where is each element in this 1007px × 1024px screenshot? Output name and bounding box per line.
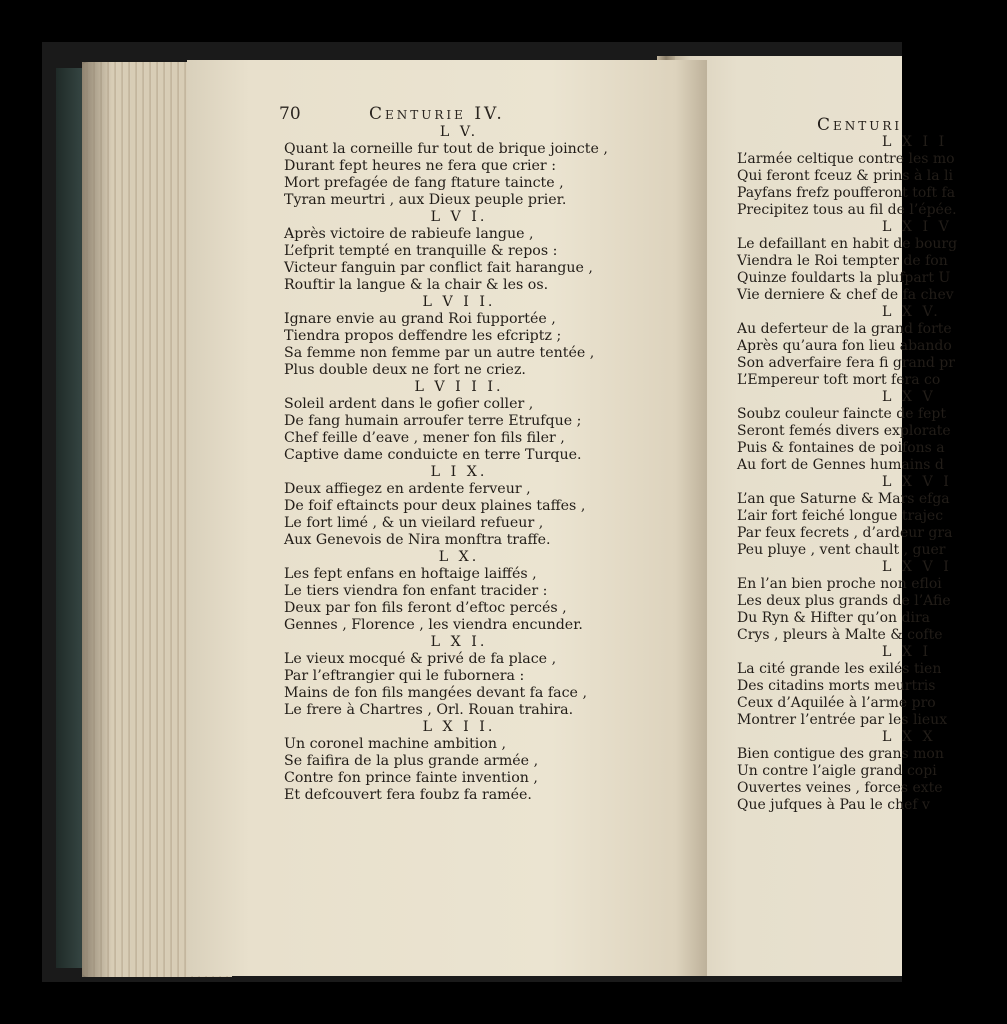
verse-line: Par feux fecrets , d’ardeur gra <box>737 525 953 541</box>
book-photo-frame <box>42 42 958 982</box>
verse-line: Au fort de Gennes humains d <box>737 457 944 473</box>
quatrain-heading: L X I I. <box>422 719 496 735</box>
verse-line: Deux par fon fils feront d’eftoc percés , <box>284 600 567 616</box>
verse-line: Soubz couleur faincte de fept <box>737 406 947 422</box>
verse-line: Le tiers viendra fon enfant tracider : <box>284 583 548 599</box>
verse-line: Montrer l’entrée par les lieux <box>737 712 948 728</box>
verse-line: Quant la corneille fur tout de brique joincte , <box>284 141 608 157</box>
verse-line: Ouvertes veines , forces exte <box>737 780 943 796</box>
verse-line: Ceux d’Aquilée à l’arme pro <box>737 695 936 711</box>
quatrain-heading: L V I I. <box>422 294 496 310</box>
verse-line: Le vieux mocqué & privé de fa place , <box>284 651 557 667</box>
verse-line: En l’an bien proche non efloi <box>737 576 942 592</box>
running-title: Centurie IV. <box>369 104 505 124</box>
verse-line: Crys , pleurs à Malte & cofte <box>737 627 943 643</box>
verse-line: Mains de fon fils mangées devant fa face , <box>284 685 587 701</box>
quatrain <box>737 304 997 389</box>
verse-line: Se faifira de la plus grande armée , <box>284 753 539 769</box>
verse-line: Viendra le Roi tempter de fon <box>737 253 948 269</box>
quatrain <box>737 559 997 644</box>
quatrain-heading: L V I I I. <box>414 379 504 395</box>
quatrain <box>284 464 704 549</box>
quatrain-heading: L X I <box>882 644 932 660</box>
verse-line: Après victoire de rabieufe langue , <box>284 226 534 242</box>
quatrain <box>737 134 997 219</box>
verse-line: Les fept enfans en hoftaige laiffés , <box>284 566 537 582</box>
verse-line: Par l’eftrangier qui le fubornera : <box>284 668 525 684</box>
verse-line: Soleil ardent dans le gofier coller , <box>284 396 534 412</box>
verse-line: L’air fort feiché longue trajec <box>737 508 944 524</box>
quatrain-heading: L I X. <box>430 464 488 480</box>
verse-line: Son adverfaire fera fi grand pr <box>737 355 955 371</box>
quatrain <box>284 379 704 464</box>
verse-line: Plus double deux ne fort ne criez. <box>284 362 526 378</box>
verse-line: Seront femés divers explorate <box>737 423 951 439</box>
quatrain-heading: L X V I <box>882 474 952 490</box>
quatrain <box>284 719 704 804</box>
quatrain <box>737 729 997 814</box>
verse-line: Precipitez tous au fil de l’épée. <box>737 202 957 218</box>
quatrain <box>284 549 704 634</box>
verse-line: Gennes , Florence , les viendra encunder. <box>284 617 583 633</box>
left-page <box>187 60 707 976</box>
verse-line: Qui feront fceuz & prins à la li <box>737 168 953 184</box>
verse-line: Après qu’aura fon lieu abando <box>737 338 952 354</box>
verse-line: Les deux plus grands de l’Afie <box>737 593 951 609</box>
verse-line: Bien contigue des grans mon <box>737 746 944 762</box>
verse-line: L’an que Saturne & Mars efga <box>737 491 950 507</box>
verse-line: Le defaillant en habit de bourg <box>737 236 958 252</box>
verse-line: Aux Genevois de Nira monftra traffe. <box>284 532 551 548</box>
verse-line: Vie derniere & chef de fa chev <box>737 287 954 303</box>
verse-line: L’armée celtique contre les mo <box>737 151 955 167</box>
verse-line: Le fort limé , & un vieilard refueur , <box>284 515 544 531</box>
quatrain <box>737 644 997 729</box>
quatrain-heading: L V I. <box>430 209 488 225</box>
right-quatrains <box>737 134 997 814</box>
quatrain <box>737 389 997 474</box>
quatrain-heading: L X I I <box>882 134 948 150</box>
verse-line: Mort prefagée de fang ftature taincte , <box>284 175 564 191</box>
verse-line: Du Ryn & Hifter qu’on dira <box>737 610 930 626</box>
verse-line: Des citadins morts meurtris <box>737 678 936 694</box>
quatrain <box>284 294 704 379</box>
quatrain-heading: L X I V <box>882 219 952 235</box>
quatrain <box>284 124 704 209</box>
verse-line: Tyran meurtri , aux Dieux peuple prier. <box>284 192 567 208</box>
verse-line: Et defcouvert fera foubz fa ramée. <box>284 787 532 803</box>
verse-line: La cité grande les exilés tien <box>737 661 942 677</box>
verse-line: Peu pluye , vent chault , guer <box>737 542 946 558</box>
quatrain-heading: L X I. <box>430 634 488 650</box>
verse-line: Durant fept heures ne fera que crier : <box>284 158 556 174</box>
verse-line: L’efprit tempté en tranquille & repos : <box>284 243 558 259</box>
right-page-text <box>737 100 997 814</box>
quatrain-heading: L X. <box>438 549 480 565</box>
quatrain <box>284 634 704 719</box>
verse-line: Payfans frefz poufferont toft fa <box>737 185 956 201</box>
verse-line: Rouftir la langue & la chair & les os. <box>284 277 549 293</box>
verse-line: L’Empereur toft mort fera co <box>737 372 941 388</box>
quatrain-heading: L X V. <box>882 304 941 320</box>
verse-line: Puis & fontaines de poifons a <box>737 440 945 456</box>
quatrain-heading: L X X <box>882 729 936 745</box>
verse-line: Sa femme non femme par un autre tentée , <box>284 345 595 361</box>
verse-line: Victeur fanguin par conflict fait harangue , <box>284 260 593 276</box>
verse-line: Deux affiegez en ardente ferveur , <box>284 481 531 497</box>
verse-line: De fang humain arroufer terre Etrufque ; <box>284 413 582 429</box>
verse-line: Quinze fouldarts la plufpart U <box>737 270 951 286</box>
verse-line: Captive dame conduicte en terre Turque. <box>284 447 582 463</box>
quatrain-heading: L X V I <box>882 559 952 575</box>
quatrain <box>737 219 997 304</box>
page-number: 70 <box>279 104 301 124</box>
verse-line: Ignare envie au grand Roi fupportée , <box>284 311 556 327</box>
verse-line: Tiendra propos deffendre les efcriptz ; <box>284 328 562 344</box>
quatrain <box>284 209 704 294</box>
verse-line: De foif eftaincts pour deux plaines taffes , <box>284 498 586 514</box>
verse-line: Un coronel machine ambition , <box>284 736 507 752</box>
verse-line: Que jufques à Pau le chef v <box>737 797 930 813</box>
quatrain <box>737 474 997 559</box>
quatrain-heading: L X V <box>882 389 936 405</box>
right-running-title: Centuri <box>817 115 903 135</box>
verse-line: Chef feille d’eave , mener fon fils filer , <box>284 430 565 446</box>
verse-line: Un contre l’aigle grand copi <box>737 763 937 779</box>
verse-line: Au deferteur de la grand forte <box>737 321 952 337</box>
verse-line: Le frere à Chartres , Orl. Rouan trahira. <box>284 702 574 718</box>
quatrain-heading: L V. <box>439 124 479 140</box>
verse-line: Contre fon prince fainte invention , <box>284 770 538 786</box>
left-quatrains <box>284 124 704 804</box>
